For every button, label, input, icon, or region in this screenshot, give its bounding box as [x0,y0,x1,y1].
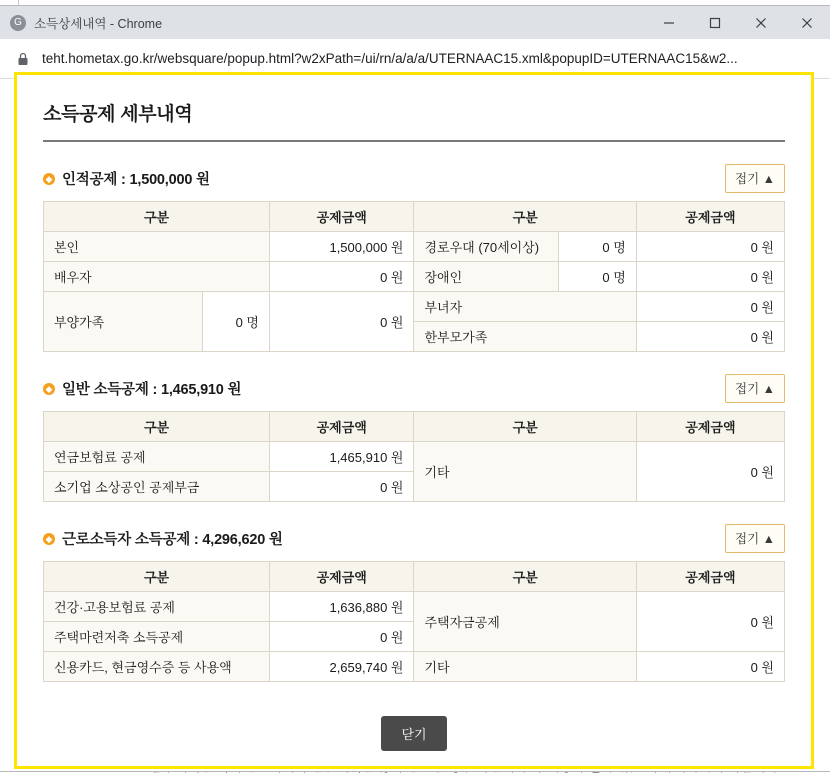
cell-count-right: 0 명 [558,262,636,292]
cell-amount-right: 0 원 [636,652,784,682]
col-header-amount-left: 공제금액 [270,412,414,442]
cell-count: 0 명 [203,292,270,352]
minimize-icon [663,17,675,29]
cell-amount: 0 원 [270,472,414,502]
window-title: 소득상세내역 - Chrome [34,16,163,31]
collapse-button-general[interactable]: 접기 ▲ [725,374,785,403]
cell-amount: 1,636,880 원 [270,592,414,622]
cell-label: 주택마련저축 소득공제 [44,622,270,652]
table-row [44,292,785,322]
table-row [44,652,785,682]
cell-label-right: 기타 [414,652,636,682]
cell-label-right: 한부모가족 [414,322,636,352]
cell-label: 신용카드, 현금영수증 등 사용액 [44,652,270,682]
col-header-category-right: 구분 [414,412,636,442]
title-divider [43,140,785,142]
col-header-amount-right: 공제금액 [636,202,784,232]
cell-label-right: 부녀자 [414,292,636,322]
popup-content-frame [14,72,814,769]
bullet-icon: ◆ [43,173,55,185]
col-header-category-left: 구분 [44,202,270,232]
table-header-row [44,562,785,592]
cell-count-right: 0 명 [558,232,636,262]
col-header-category-left: 구분 [44,412,270,442]
section-general-deduction [43,374,785,502]
minimize-button[interactable] [646,6,692,39]
cell-amount-right: 0 원 [636,322,784,352]
cell-amount: 0 원 [270,292,414,352]
cell-label: 본인 [44,232,270,262]
cell-amount-right: 0 원 [636,232,784,262]
close-icon [755,17,767,29]
col-header-amount-right: 공제금액 [636,412,784,442]
col-header-amount-right: 공제금액 [636,562,784,592]
table-row [44,262,785,292]
section-worker-deduction [43,524,785,682]
titlebar [0,6,830,39]
table-row [44,232,785,262]
close-window-button[interactable] [738,6,784,39]
cell-amount: 2,659,740 원 [270,652,414,682]
col-header-amount-left: 공제금액 [270,202,414,232]
page-title: 소득공제 세부내역 [43,104,193,125]
cell-amount-right: 0 원 [636,292,784,322]
cell-label-right: 기타 [414,442,636,502]
cell-amount: 0 원 [270,622,414,652]
table-row [44,592,785,622]
section-title: 근로소득자 소득공제 : 4,296,620 원 [62,532,283,548]
close-icon-secondary [801,17,813,29]
table-personal-deduction [43,201,785,352]
table-header-row [44,412,785,442]
table-worker-deduction [43,561,785,682]
table-row [44,442,785,472]
collapse-button-personal[interactable]: 접기 ▲ [725,164,785,193]
popup-browser-window [0,6,830,771]
col-header-category-right: 구분 [414,562,636,592]
cell-amount: 0 원 [270,262,414,292]
section-personal-deduction [43,164,785,352]
outer-close-button[interactable] [784,6,830,39]
favicon-icon: G [10,15,26,31]
maximize-icon [709,17,721,29]
url-text[interactable]: teht.hometax.go.kr/websquare/popup.html?w2xPath=/ui/rn/a/a/a/UTERNAAC15.xml&popupID=UTERNAAC15&w2... [42,51,738,66]
col-header-amount-left: 공제금액 [270,562,414,592]
cell-amount: 1,465,910 원 [270,442,414,472]
cell-label-right: 주택자금공제 [414,592,636,652]
close-button-row [43,716,785,751]
cell-label: 소기업 소상공인 공제부금 [44,472,270,502]
section-header [43,524,785,553]
lock-icon [16,52,30,66]
section-header [43,374,785,403]
close-popup-button[interactable]: 닫기 [381,716,446,751]
cell-label-right: 장애인 [414,262,558,292]
table-header-row [44,202,785,232]
cell-label: 연금보험료 공제 [44,442,270,472]
bullet-icon: ◆ [43,383,55,395]
maximize-button[interactable] [692,6,738,39]
table-general-deduction [43,411,785,502]
bullet-icon: ◆ [43,533,55,545]
cell-label: 배우자 [44,262,270,292]
section-title: 일반 소득공제 : 1,465,910 원 [62,382,242,398]
cell-label-right: 경로우대 (70세이상) [414,232,558,262]
cell-amount-right: 0 원 [636,262,784,292]
col-header-category-left: 구분 [44,562,270,592]
cell-label: 건강·고용보험료 공제 [44,592,270,622]
cell-label: 부양가족 [44,292,203,352]
section-header [43,164,785,193]
collapse-button-worker[interactable]: 접기 ▲ [725,524,785,553]
cell-amount: 1,500,000 원 [270,232,414,262]
section-title: 인적공제 : 1,500,000 원 [62,172,210,188]
cell-amount-right: 0 원 [636,592,784,652]
cell-amount-right: 0 원 [636,442,784,502]
col-header-category-right: 구분 [414,202,636,232]
